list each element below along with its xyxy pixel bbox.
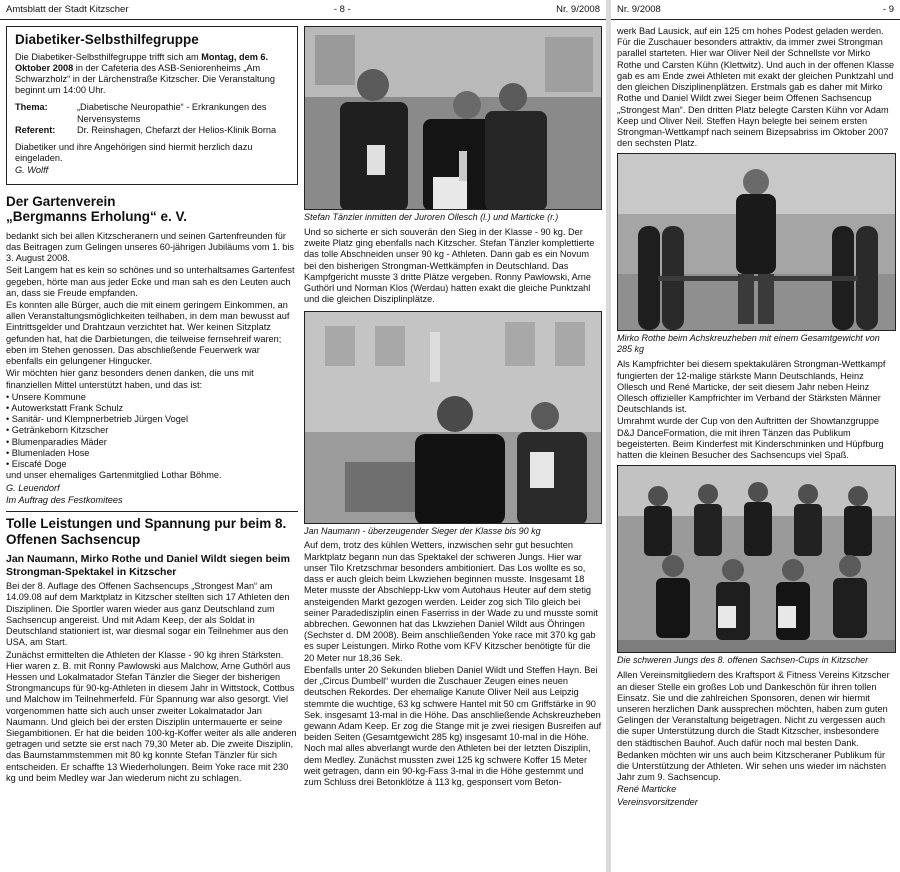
thema-label: Thema: bbox=[15, 102, 48, 113]
garten-p5: und unser ehemaliges Gartenmitglied Lothar Böhme. bbox=[6, 470, 222, 481]
divider bbox=[6, 511, 298, 512]
garten-title-line-2: „Bergmanns Erholung“ e. V. bbox=[6, 209, 188, 225]
jurors-photo-image bbox=[305, 27, 602, 210]
sponsor-item: • Autowerkstatt Frank Schulz bbox=[6, 403, 298, 414]
sponsor-list bbox=[6, 392, 298, 471]
page-9 bbox=[611, 0, 900, 872]
sponsor-item: • Sanitär- und Klempnerbetrieb Jürgen Vogel bbox=[6, 414, 298, 425]
sponsor-item: • Eiscafé Doge bbox=[6, 459, 298, 470]
column-2 bbox=[304, 26, 602, 789]
thema-table bbox=[15, 102, 291, 136]
sachsencup-p4: Auf dem, trotz des kühlen Wetters, inzwischen sehr gut besuchten Marktplatz begann nun das Spektakel der schweren Jungs. Hier war unser Tilo Kretzschmar besonders ambitioniert. Das Los wollte es so, dass er auch gleich beim Lkwziehen beginnen musste. Insgesamt 18 Meter musste der Abschlepp-Lkw vom Autohaus Heuter auf dem stetig ansteigenden Markt gezogen werden. Leider zog sich Tilo gleich bei seiner Paradedisziplin einen Faserriss in der Wade zu und musste somit abbrechen. Gewonnen hat das Lkwziehen Daniel Wildt aus Öhringen (Sechster d. DM 2008). Beim anschließenden Yoke race mit 370 kg gab es super Leistungen. Mirko Rothe vom KFV Kitzscher benötigte für die 20 Meter nur 18,36 Sek. bbox=[304, 540, 598, 663]
issue-number: Nr. 9/2008 bbox=[556, 4, 600, 16]
column-1 bbox=[6, 26, 298, 785]
jurors-caption: Stefan Tänzler inmitten der Juroren Ollesch (l.) und Marticke (r.) bbox=[304, 212, 559, 222]
winner-photo-image bbox=[305, 312, 602, 524]
diabetiker-intro bbox=[15, 52, 291, 97]
diabetiker-signature: G. Wolff bbox=[15, 165, 49, 176]
garten-p1: bedankt sich bei allen Kitzscheranern und seinen Gartenfreunden für das Beitragen zum Gelingen unseres 60-jährigen Jubiläums vom 1. bis 3. August 2008. bbox=[6, 230, 295, 264]
sponsor-item: • Blumenparadies Mäder bbox=[6, 437, 298, 448]
sachsencup-p1: Bei der 8. Auflage des Offenen Sachsencups „Strongest Man“ am 14.09.08 auf dem Marktplatz in Kitzscher stellten sich 17 Athleten den Disziplinen. Die Sportler waren wieder aus ganz Deutschland zum Sachsencup angereist. Und mit Adam Keep, der als Soldat in Deutschland stationiert ist, war diesmal sogar ein Teilnehmer aus den USA, am Start. bbox=[6, 581, 290, 648]
sachsencup-p5: Ebenfalls unter 20 Sekunden blieben Daniel Wildt und Steffen Hayn. Bei der „Circus Dumbell“ wurden die Zuschauer Zeugen eines neuen deutschen Rekordes. Der ehemalige Kanute Oliver Neil aus Leipzig stemmte die wuchtige, 63 kg schwere Hantel mit 50 cm Griffstärke in 90 Sek. insgesamt 13-mal in die Höhe. Das anschließende Achskreuzheben gewann Adam Keep. Er zog die Stange mit je zwei riesigen Busreifen auf beiden Seiten (Gesamtgewicht 285 kg) insgesamt 10-mal in die Höhe. Noch mal alles abverlangt wurde den Athleten bei der letzten Disziplin, dem Medley. Zunächst mussten zwei 125 kg schwere Koffer 15 Meter weit getragen, dann ein 90-kg-Fass 3-mal in die Höhe gestemmt und zum Schluss drei Betonklötze à 113 kg, gesponsert vom Beton- bbox=[304, 664, 602, 788]
p9-signature: René Marticke bbox=[617, 784, 677, 795]
garten-p4: Wir möchten hier ganz besonders denen danken, die uns mit finanziellen Mittel unterstützt haben, und das ist: bbox=[6, 368, 254, 390]
referent-value: Dr. Reinshagen, Chefarzt der Helios-Klinik Borna bbox=[77, 124, 277, 135]
photo-group bbox=[617, 465, 896, 653]
intro-text: Die Diabetiker-Selbsthilfegruppe trifft sich am bbox=[15, 51, 202, 62]
diabetiker-title: Diabetiker-Selbsthilfegruppe bbox=[15, 32, 199, 47]
p9-p4: Allen Vereinsmitgliedern des Kraftsport & Fitness Vereins Kitzscher an dieser Stelle ein großes Lob und Dankeschön für ihren tollen Einsatz. Sie und die zahlreichen Sponsoren, denen wir hiermit unseren herzlichen Dank aussprechen möchten, haben zum guten Gelingen der Veranstaltung beigetragen. Nicht zu vergessen auch die super Unterstützung durch die Stadt Kitzscher, insbesondere den städtischen Bauhof. Auch dafür noch mal besten Dank. bbox=[617, 670, 890, 748]
sachsencup-p3: Und so sicherte er sich souverän den Sieg in der Klasse - 90 kg. Der zweite Platz ging ebenfalls nach Kitzscher. Stefan Tänzler komplettierte das tolle Abschneiden unser 90 kg - Athleten. Dann gab es ein Novum bei den bisherigen Strongman-Wettkämpfen in Deutschland. Das Kampfgericht musste 3 dritte Plätze vergeben. Ronny Pawlowski, Arne Guthörl und Norman Klos (Werdau) hatten exakt die gleiche Punktzahl und die gleichen Disziplinplätze. bbox=[304, 226, 595, 305]
garten-p3: Es konnten alle Bürger, auch die mit einem geringem Einkommen, an allen Veranstaltungsmöglichkeiten teilhaben, in dem man bewusst auf Eintrittsgelder und Drahtzaun verzichtet hat. Wer keinen Sitzplatz gefunden hat, hat die Darbietungen, die teilweise fernsehreif waren; eben im Stehen genossen. Das abschließende Feuerwerk war ebenfalls ein gelungener Hingucker. bbox=[6, 300, 290, 367]
p9-signature-role: Vereinsvorsitzender bbox=[617, 796, 698, 807]
intro-text-2: in der Cafeteria des ASB-Seniorenheims „Am Schwarzholz“ in der Lärchenstraße Kitzscher. Die Veranstaltung beginnt um 14:00 Uhr. bbox=[15, 62, 275, 96]
intro-date: Montag, dem 6. Oktober 2008 bbox=[15, 51, 269, 73]
group-caption: Die schweren Jungs des 8. offenen Sachsen-Cups in Kitzscher bbox=[617, 655, 869, 666]
p9-p3: Umrahmt wurde der Cup von den Auftritten der Showtanzgruppe D&J DanceFormation, die mit ihren Tänzen das Publikum begeisterten. Beim Kinderfest mit Kinderschminken und Hüpfburg hatten die kleinen Besucher des Sachsencups viel Spaß. bbox=[617, 416, 884, 461]
page-number: - 8 - bbox=[333, 4, 351, 16]
page-9-header bbox=[611, 0, 900, 20]
sponsor-item: • Unsere Kommune bbox=[6, 392, 298, 403]
p9-p2: Als Kampfrichter bei diesem spektakulären Strongman-Wettkampf fungierten der 12-malige stärkste Mann Deutschlands, Heinz Ollesch und René Marticke, der seit diesem Jahr neben Heinz Ollesch offizieller Kampfrichter im Verband der Stärksten Männer Deutschlands ist. bbox=[617, 359, 886, 415]
garten-signature: G. Leuendorf bbox=[6, 482, 60, 493]
page-8-header bbox=[0, 0, 606, 20]
column-3 bbox=[617, 26, 896, 809]
sachsencup-title: Tolle Leistungen und Spannung pur beim 8. Offenen Sachsencup bbox=[6, 515, 287, 547]
group-photo-image bbox=[618, 466, 896, 653]
garten-title bbox=[6, 194, 298, 225]
p9-p5: Bedanken möchten wir uns auch beim Kitzscheraner Publikum für die Unterstützung der Athleten. Wir sehen uns wieder im nächsten Jahr zum 9. Sachsencup. bbox=[617, 749, 887, 783]
garten-signature-role: Im Auftrag des Festkomitees bbox=[6, 494, 123, 505]
referent-label: Referent: bbox=[15, 124, 56, 135]
publication-name: Amtsblatt der Stadt Kitzscher bbox=[6, 4, 129, 16]
page-number: - 9 bbox=[882, 4, 894, 16]
sachsencup-article bbox=[6, 516, 298, 784]
sachsencup-subtitle: Jan Naumann, Mirko Rothe und Daniel Wildt siegen beim Strongman-Spektakel in Kitzscher bbox=[6, 553, 291, 578]
garten-title-line-1: Der Gartenverein bbox=[6, 193, 116, 209]
issue-number: Nr. 9/2008 bbox=[617, 4, 661, 16]
photo-winner bbox=[304, 311, 602, 524]
deadlift-photo-image bbox=[618, 154, 896, 331]
diabetiker-notice bbox=[6, 26, 298, 185]
winner-caption: Jan Naumann - überzeugender Sieger der Klasse bis 90 kg bbox=[304, 525, 541, 536]
diabetiker-invite: Diabetiker und ihre Angehörigen sind hiermit herzlich dazu eingeladen. bbox=[15, 142, 253, 164]
garten-p2: Seit Langem hat es kein so schönes und so unterhaltsames Gartenfest gegeben, hörte man aus jeder Ecke und man sah es den Leuten auch an, dass sie Freude empfanden. bbox=[6, 265, 295, 298]
p9-p1: werk Bad Lausick, auf ein 125 cm hohes Podest geladen werden. Für die Zuschauer besonders attraktiv, da immer zwei Strongman parallel starteten. Hier war Oliver Neil der Schnellste vor Mirko Rothe und Carsten Kühn (Klettwitz). Und auch in der offenen Klasse gab es am Ende zwei Athleten mit exakt der gleichen Punktzahl und den gleichen Disziplinenplätzen. Erstmals gab es daher mit Mirko Rothe und Daniel Wildt zwei Sieger beim Offenen Sachsencup „Strongest Man“. Den dritten Platz belegte Carsten Kühn vor Adam Keep und Oliver Neil. Steffen Hayn belegte bei seinem ersten Strongman-Wettkampf nach seinem Bizepsabriss im Oktober 2007 den sechsten Platz. bbox=[617, 26, 895, 149]
thema-value: „Diabetische Neuropathie“ - Erkrankungen des Nervensystems bbox=[77, 102, 267, 124]
photo-jurors bbox=[304, 26, 602, 210]
sponsor-item: • Blumenladen Hose bbox=[6, 448, 298, 459]
sachsencup-p2: Zunächst ermittelten die Athleten der Klasse - 90 kg ihren Stärksten. Hier waren z. B. mit Ronny Pawlowski aus Malchow, Arne Guthörl aus Hessen und Lokalmatador Stefan Tänzler die Sieger der bisherigen Strongmancups für 90-kg-Athleten in diesem Jahr in Wittstock, Cottbus und Malchow im Teilnehmerfeld. Für Spannung war also gesorgt. Viel vorgenommen hatte sich auch unser zweiter Lokalmatador Jan Naumann. Und gleich bei der ersten Disziplin untermauerte er seine Siegambitionen. Er hat die beiden 100-kg-Koffer weiter als alle anderen getragen und setzte sie erst nach 79,30 Meter ab. Die zweite Disziplin, das Baumstammstemmen mit 80 kg konnte Stefan Tänzler für sich entscheiden. Er schaffte 13 Wiederholungen. Beim Yoke race mit 230 kg und beim Medley war Jan wiederum nicht zu schlagen. bbox=[6, 649, 297, 783]
garten-article bbox=[6, 194, 298, 506]
deadlift-caption: Mirko Rothe beim Achskreuzheben mit einem Gesamtgewicht von 285 kg bbox=[617, 333, 880, 355]
sponsor-item: • Getränkeborn Kitzscher bbox=[6, 425, 298, 436]
photo-deadlift bbox=[617, 153, 896, 331]
